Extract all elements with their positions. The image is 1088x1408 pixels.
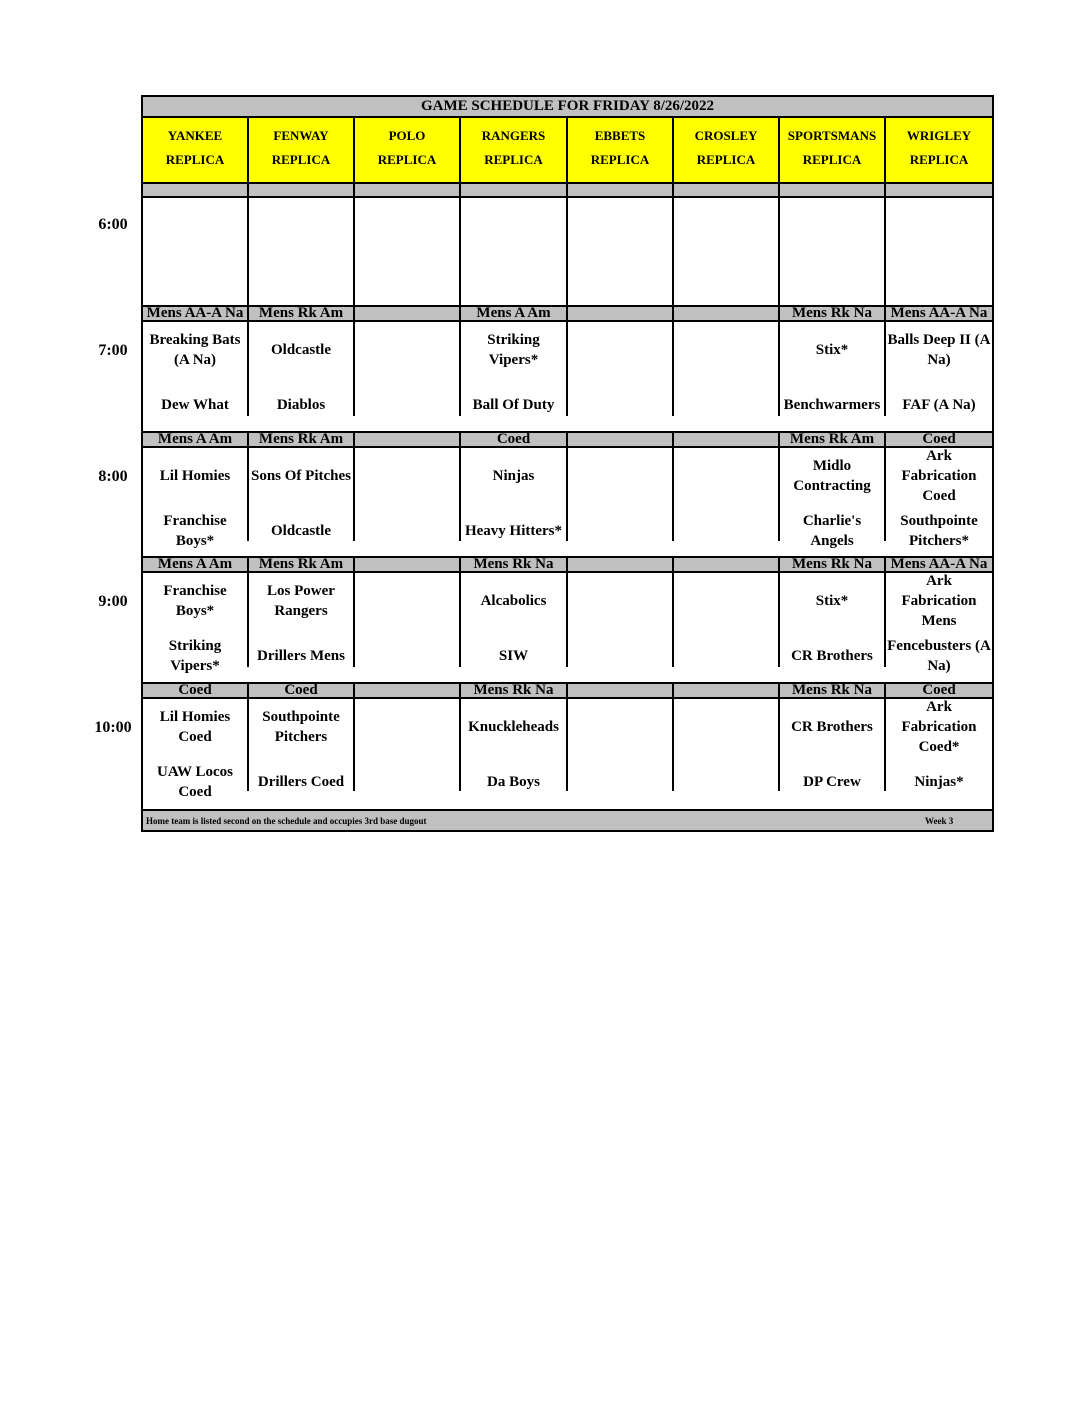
home-team bbox=[249, 256, 353, 306]
home-team bbox=[568, 631, 672, 681]
division-label: Mens Rk Am bbox=[780, 431, 886, 448]
game-cell bbox=[143, 198, 249, 306]
schedule-footer bbox=[143, 809, 992, 830]
game-cell bbox=[780, 322, 886, 416]
away-team bbox=[355, 576, 459, 626]
home-team bbox=[674, 631, 778, 681]
division-label: Coed bbox=[886, 682, 992, 699]
home-team: Franchise Boys* bbox=[163, 513, 227, 549]
header-gap bbox=[674, 182, 780, 198]
field-name: SPORTSMANS bbox=[787, 128, 877, 143]
division-label: Coed bbox=[461, 431, 568, 448]
game-cell bbox=[886, 322, 992, 416]
header-gap bbox=[249, 182, 355, 198]
division-label: Coed bbox=[143, 682, 249, 699]
game-cell bbox=[143, 448, 249, 549]
away-team: Stix* bbox=[815, 342, 849, 358]
field-sub: REPLICA bbox=[165, 152, 225, 167]
game-cell bbox=[249, 198, 355, 306]
home-team: Fencebusters (A Na) bbox=[887, 638, 991, 674]
away-team: Stix* bbox=[815, 593, 849, 609]
division-label: Mens AA-A Na bbox=[143, 305, 249, 322]
home-team bbox=[674, 757, 778, 807]
field-name: EBBETS bbox=[594, 128, 646, 143]
division-label: Mens AA-A Na bbox=[886, 305, 992, 322]
division-label bbox=[355, 682, 461, 699]
division-label: Mens Rk Na bbox=[461, 682, 568, 699]
away-team: Lil Homies Coed bbox=[159, 709, 231, 745]
home-team: Oldcastle bbox=[271, 523, 331, 539]
game-cell bbox=[780, 198, 886, 306]
home-team: CR Brothers bbox=[791, 648, 873, 664]
away-team: Midlo Contracting bbox=[793, 458, 871, 494]
division-label bbox=[674, 682, 780, 699]
game-cell bbox=[143, 322, 249, 416]
division-label bbox=[568, 305, 674, 322]
game-cell bbox=[674, 322, 780, 416]
field-header-polo bbox=[355, 118, 461, 182]
home-team bbox=[355, 757, 459, 807]
away-team bbox=[355, 325, 459, 375]
field-sub: REPLICA bbox=[271, 152, 331, 167]
field-header-ebbets bbox=[568, 118, 674, 182]
away-team bbox=[249, 201, 353, 251]
division-label: Mens Rk Na bbox=[780, 682, 886, 699]
away-team: Oldcastle bbox=[271, 342, 331, 358]
game-cell bbox=[461, 322, 568, 416]
game-cell bbox=[355, 448, 461, 541]
game-cell bbox=[355, 699, 461, 791]
away-team bbox=[674, 451, 778, 501]
game-cell bbox=[249, 448, 355, 541]
game-cell bbox=[355, 198, 461, 306]
home-team: Dew What bbox=[161, 397, 229, 413]
division-label: Coed bbox=[886, 431, 992, 448]
game-cell bbox=[143, 573, 249, 674]
game-cell bbox=[461, 573, 568, 667]
game-cell bbox=[568, 699, 674, 791]
game-cell bbox=[249, 699, 355, 791]
game-cell bbox=[568, 573, 674, 667]
game-cell bbox=[461, 699, 568, 791]
game-cell bbox=[886, 448, 992, 549]
home-team: Ninjas* bbox=[914, 774, 964, 790]
away-team bbox=[886, 201, 992, 251]
game-cell bbox=[568, 322, 674, 416]
away-team: Balls Deep II (A Na) bbox=[887, 332, 991, 368]
home-team bbox=[568, 256, 672, 306]
home-team: Diablos bbox=[276, 397, 326, 413]
home-team bbox=[461, 256, 566, 306]
away-team bbox=[568, 702, 672, 752]
time-label: 6:00 bbox=[98, 216, 128, 233]
game-cell bbox=[780, 448, 886, 549]
home-team bbox=[886, 256, 992, 306]
away-team: Southpointe Pitchers bbox=[262, 709, 340, 745]
away-team bbox=[674, 576, 778, 626]
division-label bbox=[674, 556, 780, 573]
away-team: CR Brothers bbox=[791, 719, 873, 735]
away-team bbox=[674, 325, 778, 375]
away-team bbox=[568, 576, 672, 626]
division-label: Mens Rk Na bbox=[780, 305, 886, 322]
home-team: Southpointe Pitchers* bbox=[900, 513, 978, 549]
game-cell bbox=[780, 699, 886, 791]
away-team bbox=[780, 201, 884, 251]
field-header-yankee bbox=[143, 118, 249, 182]
home-team: Charlie's Angels bbox=[802, 513, 862, 549]
away-team: Knuckleheads bbox=[468, 719, 559, 735]
home-team bbox=[568, 757, 672, 807]
footer-note: Home team is listed second on the schedule and occupies 3rd base dugout bbox=[146, 816, 427, 826]
home-team bbox=[674, 506, 778, 556]
field-sub: REPLICA bbox=[909, 152, 969, 167]
field-name: WRIGLEY bbox=[906, 128, 972, 143]
field-header-fenway bbox=[249, 118, 355, 182]
header-gap bbox=[355, 182, 461, 198]
home-team bbox=[355, 256, 459, 306]
division-label bbox=[674, 305, 780, 322]
field-sub: REPLICA bbox=[696, 152, 756, 167]
field-sub: REPLICA bbox=[802, 152, 862, 167]
away-team: Ninjas bbox=[492, 468, 535, 484]
field-header-sportsmans bbox=[780, 118, 886, 182]
division-label: Mens Rk Na bbox=[461, 556, 568, 573]
field-name: FENWAY bbox=[273, 128, 329, 143]
division-label bbox=[355, 556, 461, 573]
game-cell bbox=[249, 573, 355, 667]
game-cell bbox=[355, 573, 461, 667]
away-team bbox=[355, 201, 459, 251]
schedule-title: GAME SCHEDULE FOR FRIDAY 8/26/2022 bbox=[143, 97, 992, 118]
away-team: Sons Of Pitches bbox=[250, 468, 351, 484]
game-cell bbox=[461, 198, 568, 306]
home-team: Ball Of Duty bbox=[472, 397, 555, 413]
field-sub: REPLICA bbox=[377, 152, 437, 167]
home-team bbox=[355, 631, 459, 681]
header-gap bbox=[780, 182, 886, 198]
division-label: Mens Rk Am bbox=[249, 305, 355, 322]
division-label: Mens Rk Am bbox=[249, 431, 355, 448]
home-team: Heavy Hitters* bbox=[464, 523, 563, 539]
away-team bbox=[568, 325, 672, 375]
time-label: 7:00 bbox=[98, 342, 128, 359]
field-header-rangers bbox=[461, 118, 568, 182]
away-team: Franchise Boys* bbox=[163, 583, 227, 619]
field-name: YANKEE bbox=[167, 128, 223, 143]
away-team bbox=[674, 702, 778, 752]
game-cell bbox=[780, 573, 886, 667]
away-team: Ark Fabrication Coed bbox=[901, 448, 977, 504]
division-label: Coed bbox=[249, 682, 355, 699]
footer-week: Week 3 bbox=[925, 816, 954, 826]
home-team bbox=[674, 256, 778, 306]
home-team: DP Crew bbox=[803, 774, 861, 790]
game-cell bbox=[568, 448, 674, 541]
away-team bbox=[674, 201, 778, 251]
field-sub: REPLICA bbox=[590, 152, 650, 167]
division-label: Mens AA-A Na bbox=[886, 556, 992, 573]
home-team bbox=[780, 256, 884, 306]
schedule-table bbox=[141, 95, 994, 832]
away-team: Ark Fabrication Coed* bbox=[901, 699, 977, 755]
division-label bbox=[355, 431, 461, 448]
away-team: Ark Fabrication Mens bbox=[901, 573, 977, 629]
home-team bbox=[143, 256, 247, 306]
time-label: 9:00 bbox=[98, 593, 128, 610]
game-cell bbox=[674, 448, 780, 541]
home-team: Da Boys bbox=[487, 774, 540, 790]
division-label bbox=[568, 431, 674, 448]
away-team: Striking Vipers* bbox=[487, 332, 540, 368]
home-team: SIW bbox=[498, 648, 529, 664]
division-label bbox=[355, 305, 461, 322]
home-team: Striking Vipers* bbox=[168, 638, 222, 674]
away-team bbox=[355, 451, 459, 501]
away-team bbox=[461, 201, 566, 251]
game-cell bbox=[886, 198, 992, 306]
home-team bbox=[568, 380, 672, 430]
game-cell bbox=[461, 448, 568, 541]
away-team: Lil Homies bbox=[159, 468, 231, 484]
away-team bbox=[568, 201, 672, 251]
game-cell bbox=[143, 699, 249, 800]
field-header-wrigley bbox=[886, 118, 992, 182]
home-team bbox=[674, 380, 778, 430]
game-cell bbox=[886, 699, 992, 791]
field-name: RANGERS bbox=[481, 128, 546, 143]
away-team bbox=[568, 451, 672, 501]
home-team bbox=[355, 380, 459, 430]
division-label: Mens A Am bbox=[461, 305, 568, 322]
game-cell bbox=[355, 322, 461, 416]
home-team: UAW Locos Coed bbox=[157, 764, 233, 800]
header-gap bbox=[461, 182, 568, 198]
home-team bbox=[355, 506, 459, 556]
division-label: Mens A Am bbox=[143, 556, 249, 573]
division-label: Mens Rk Na bbox=[780, 556, 886, 573]
home-team: Benchwarmers bbox=[783, 397, 881, 413]
game-cell bbox=[249, 322, 355, 416]
game-cell bbox=[674, 198, 780, 306]
game-cell bbox=[674, 699, 780, 791]
field-sub: REPLICA bbox=[484, 152, 543, 167]
time-label: 8:00 bbox=[98, 468, 128, 485]
header-gap bbox=[568, 182, 674, 198]
away-team bbox=[355, 702, 459, 752]
time-label: 10:00 bbox=[94, 719, 132, 736]
header-gap bbox=[886, 182, 992, 198]
home-team: Drillers Mens bbox=[257, 648, 345, 664]
division-label bbox=[568, 682, 674, 699]
game-cell bbox=[674, 573, 780, 667]
division-label bbox=[568, 556, 674, 573]
away-team: Alcabolics bbox=[480, 593, 547, 609]
game-cell bbox=[886, 573, 992, 674]
away-team: Los Power Rangers bbox=[267, 583, 335, 619]
home-team bbox=[568, 506, 672, 556]
away-team: Breaking Bats (A Na) bbox=[149, 332, 241, 368]
division-label bbox=[674, 431, 780, 448]
field-name: CROSLEY bbox=[694, 128, 758, 143]
home-team: FAF (A Na) bbox=[902, 397, 976, 413]
away-team bbox=[143, 201, 247, 251]
header-gap bbox=[143, 182, 249, 198]
home-team: Drillers Coed bbox=[257, 774, 345, 790]
division-label: Mens A Am bbox=[143, 431, 249, 448]
field-name: POLO bbox=[388, 128, 426, 143]
game-cell bbox=[568, 198, 674, 306]
division-label: Mens Rk Am bbox=[249, 556, 355, 573]
field-header-crosley bbox=[674, 118, 780, 182]
